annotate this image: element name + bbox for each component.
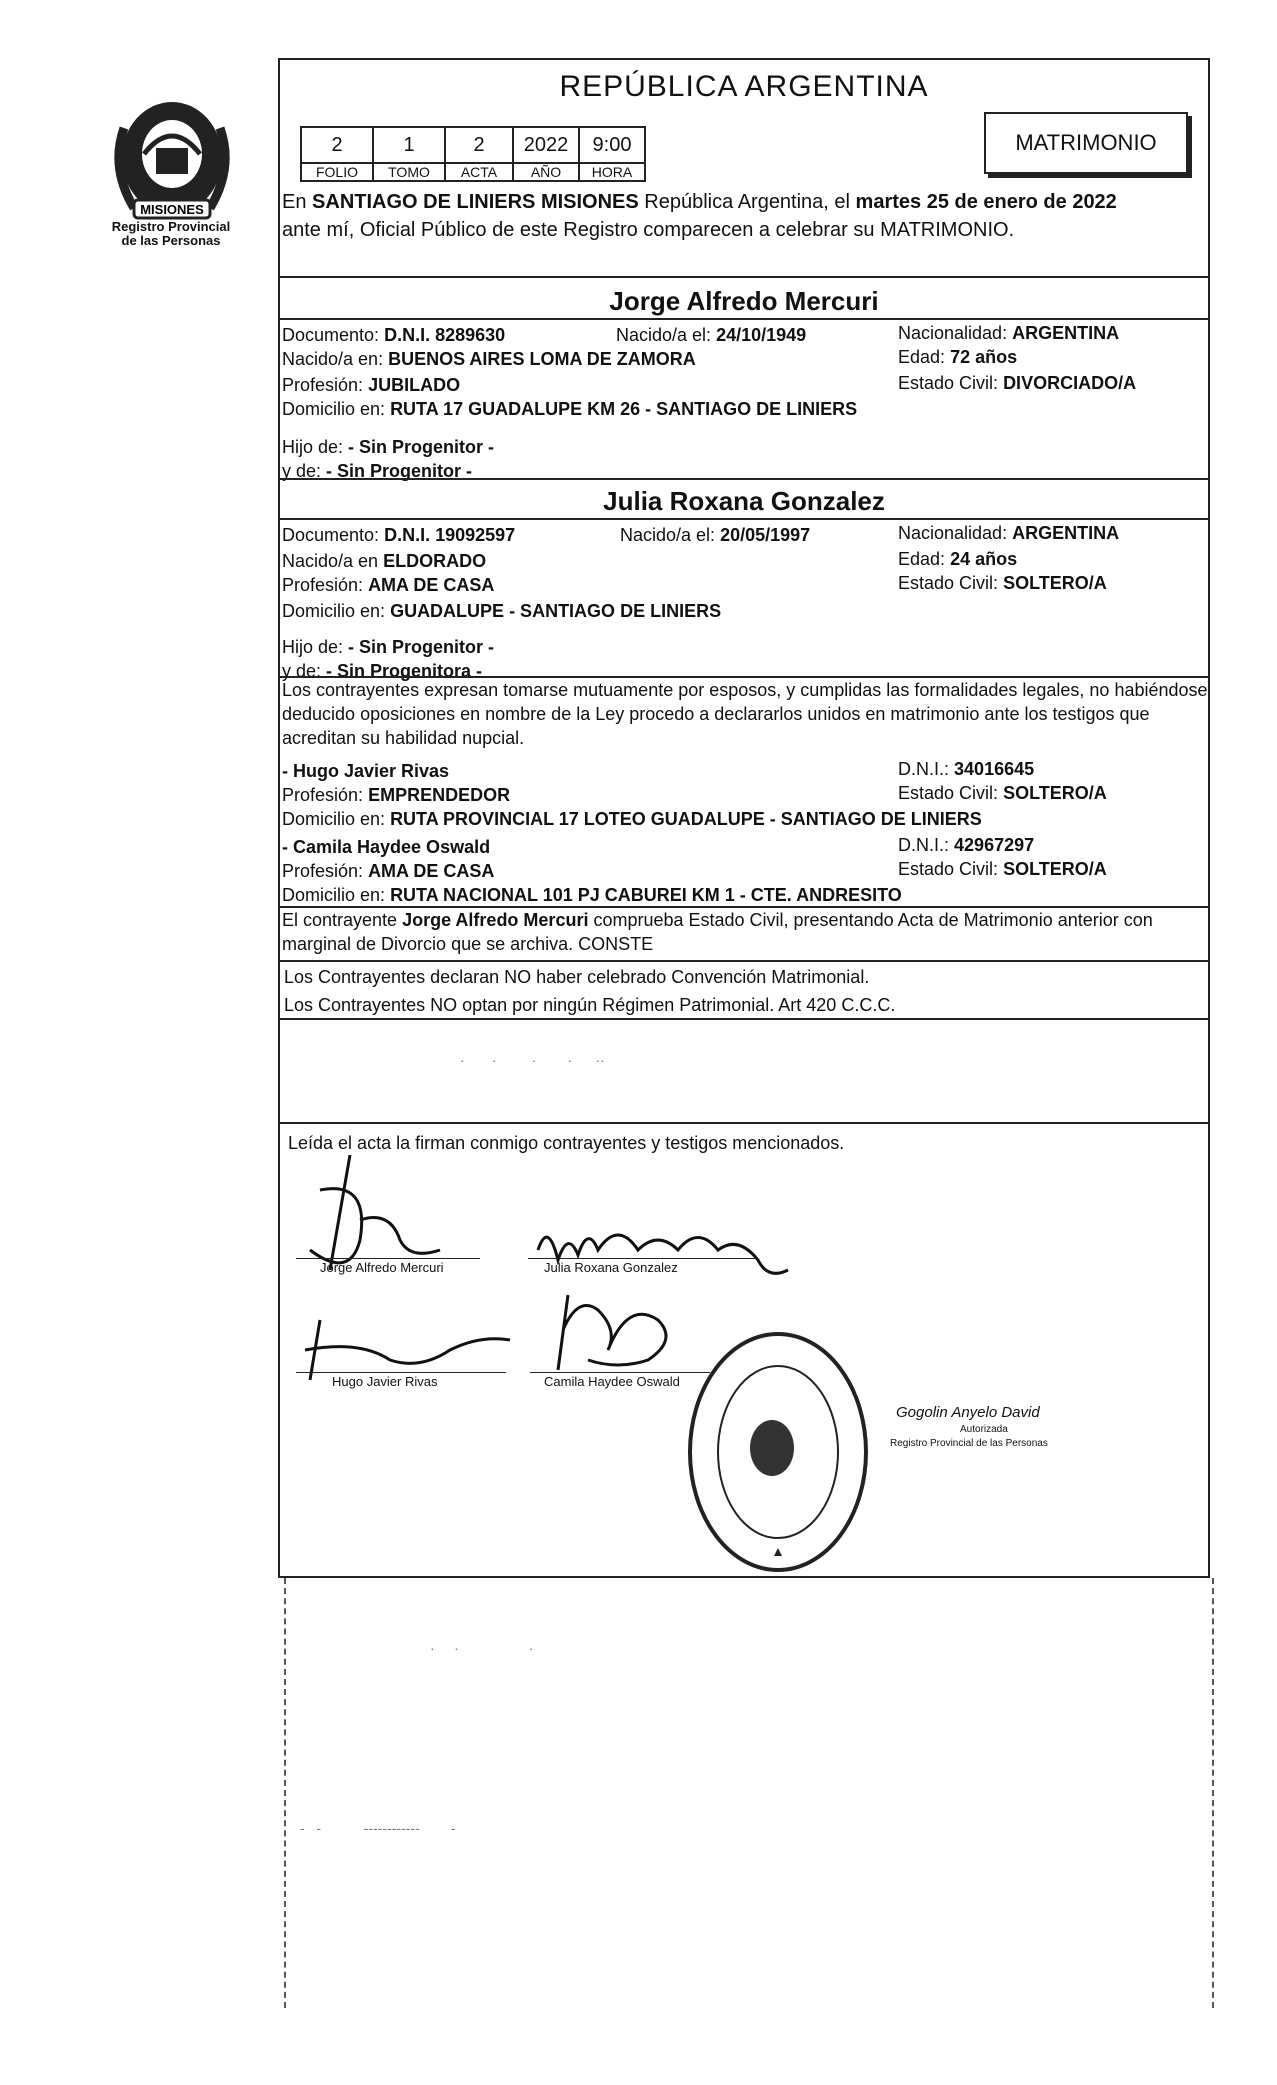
witness2-profession: Profesión: AMA DE CASA <box>282 861 495 881</box>
issuer-name-line2: de las Personas <box>121 233 221 248</box>
note-convencion: Los Contrayentes declaran NO haber celebrado Convención Matrimonial. <box>284 967 870 987</box>
witness2-signature-icon <box>548 1290 688 1380</box>
witness1-name: - Hugo Javier Rivas <box>282 761 450 781</box>
spouse1-age: Edad: 72 años <box>898 347 1018 367</box>
intro-pre: En <box>282 191 313 213</box>
delegacion-stamp-icon <box>684 1328 872 1576</box>
anio-label: AÑO <box>513 163 579 181</box>
spouse2-child-of: Hijo de: - Sin Progenitor - <box>282 637 495 657</box>
spouse1-and-of: y de: - Sin Progenitor - <box>282 461 473 481</box>
divider <box>278 960 1210 962</box>
witness1-civil: Estado Civil: SOLTERO/A <box>898 783 1107 803</box>
tomo-label: TOMO <box>373 163 445 181</box>
scan-specks: · · · · ·· <box>460 1052 605 1068</box>
spouse2-address: Domicilio en: GUADALUPE - SANTIAGO DE LINIERS <box>282 601 722 621</box>
spouse1-address: Domicilio en: RUTA 17 GUADALUPE KM 26 - SANTIAGO DE LINIERS <box>282 399 858 419</box>
intro-paragraph <box>282 188 1212 244</box>
spouse2-civil: Estado Civil: SOLTERO/A <box>898 573 1107 593</box>
divider <box>278 1122 1210 1124</box>
official-name: Gogolin Anyelo David <box>896 1404 1040 1421</box>
spouse1-doc: Documento: D.N.I. 8289630 <box>282 325 506 345</box>
witness2-address: Domicilio en: RUTA NACIONAL 101 PJ CABUREI KM 1 - CTE. ANDRESITO <box>282 885 902 905</box>
spouse1-born-in: Nacido/a en: BUENOS AIRES LOMA DE ZAMORA <box>282 349 696 369</box>
lower-right-border <box>1212 1578 1216 2008</box>
provincia-misiones-seal-icon <box>104 88 240 228</box>
witness2-name: - Camila Haydee Oswald <box>282 837 491 857</box>
signature-line <box>296 1372 506 1373</box>
note-regimen: Los Contrayentes NO optan por ningún Régimen Patrimonial. Art 420 C.C.C. <box>284 995 896 1015</box>
spouse2-nationality: Nacionalidad: ARGENTINA <box>898 523 1120 543</box>
divider <box>278 1018 1210 1020</box>
divider <box>278 318 1210 320</box>
tomo-value: 1 <box>373 127 445 163</box>
spouse1-signature-label: Jorge Alfredo Mercuri <box>320 1260 444 1275</box>
official-title: Autorizada <box>960 1424 1008 1435</box>
spouse2-profession: Profesión: AMA DE CASA <box>282 575 495 595</box>
spouse2-signature-label: Julia Roxana Gonzalez <box>544 1260 678 1275</box>
acta-label: ACTA <box>445 163 513 181</box>
witness2-signature-label: Camila Haydee Oswald <box>544 1374 680 1389</box>
issuer-name <box>96 220 246 248</box>
spouse1-born-on: Nacido/a el: 24/10/1949 <box>616 325 807 345</box>
intro-mid: República Argentina, el <box>638 191 856 213</box>
spouse2-and-of: y de: - Sin Progenitora - <box>282 661 483 681</box>
country-title: REPÚBLICA ARGENTINA <box>559 70 929 103</box>
intro-place: SANTIAGO DE LINIERS MISIONES <box>312 191 639 213</box>
folio-value: 2 <box>301 127 373 163</box>
signature-line <box>528 1258 758 1259</box>
witness2-dni: D.N.I.: 42967297 <box>898 835 1035 855</box>
spouse2-age: Edad: 24 años <box>898 549 1018 569</box>
signature-line <box>296 1258 480 1259</box>
spouse2-name: Julia Roxana Gonzalez <box>603 486 885 516</box>
spouse1-civil: Estado Civil: DIVORCIADO/A <box>898 373 1137 393</box>
official-office: Registro Provincial de las Personas <box>890 1438 1048 1449</box>
witness1-dni: D.N.I.: 34016645 <box>898 759 1035 779</box>
spouse2-doc: Documento: D.N.I. 19092597 <box>282 525 516 545</box>
closing-statement: Leída el acta la firman conmigo contrayentes y testigos mencionados. <box>288 1133 845 1153</box>
spouse1-name: Jorge Alfredo Mercuri <box>609 286 879 316</box>
record-type-box: MATRIMONIO <box>984 112 1188 174</box>
witness2-civil: Estado Civil: SOLTERO/A <box>898 859 1107 879</box>
divider <box>278 478 1210 480</box>
spouse1-profession: Profesión: JUBILADO <box>282 375 461 395</box>
spouse2-signature-icon <box>528 1210 808 1300</box>
scan-specks: · · · <box>430 1640 534 1656</box>
intro-date: martes 25 de enero de 2022 <box>855 191 1117 213</box>
anio-value: 2022 <box>513 127 579 163</box>
hora-label: HORA <box>579 163 645 181</box>
hora-value: 9:00 <box>579 127 645 163</box>
signature-line <box>530 1372 710 1373</box>
spouse2-born-on: Nacido/a el: 20/05/1997 <box>620 525 811 545</box>
scan-specks: - - ------------ - <box>300 1820 456 1836</box>
folio-label: FOLIO <box>301 163 373 181</box>
issuer-name-line1: Registro Provincial <box>111 219 231 234</box>
intro-line2: ante mí, Oficial Público de este Registro comparecen a celebrar su MATRIMONIO. <box>282 219 1015 241</box>
declaration-paragraph: Los contrayentes expresan tomarse mutuamente por esposos, y cumplidas las formalidades legales, no habiéndose deducido oposiciones en nombre de la Ley procedo a declararlos unidos en matrimonio ante los testigos que acreditan su habilidad nupcial. <box>282 680 1208 748</box>
lower-left-border <box>284 1578 288 2008</box>
spouse1-child-of: Hijo de: - Sin Progenitor - <box>282 437 495 457</box>
spouse2-born-in: Nacido/a en ELDORADO <box>282 551 487 571</box>
witness1-address: Domicilio en: RUTA PROVINCIAL 17 LOTEO GUADALUPE - SANTIAGO DE LINIERS <box>282 809 982 829</box>
witness1-profession: Profesión: EMPRENDEDOR <box>282 785 511 805</box>
acta-value: 2 <box>445 127 513 163</box>
witness1-signature-label: Hugo Javier Rivas <box>332 1374 438 1389</box>
svg-text:MISIONES: MISIONES <box>140 202 204 217</box>
spouse1-nationality: Nacionalidad: ARGENTINA <box>898 323 1120 343</box>
civil-status-note: El contrayente Jorge Alfredo Mercuri comprueba Estado Civil, presentando Acta de Matrimonio anterior con marginal de Divorcio que se archiva. CONSTE <box>282 910 1153 954</box>
divider <box>278 276 1210 278</box>
divider <box>278 518 1210 520</box>
registry-box <box>300 126 646 182</box>
